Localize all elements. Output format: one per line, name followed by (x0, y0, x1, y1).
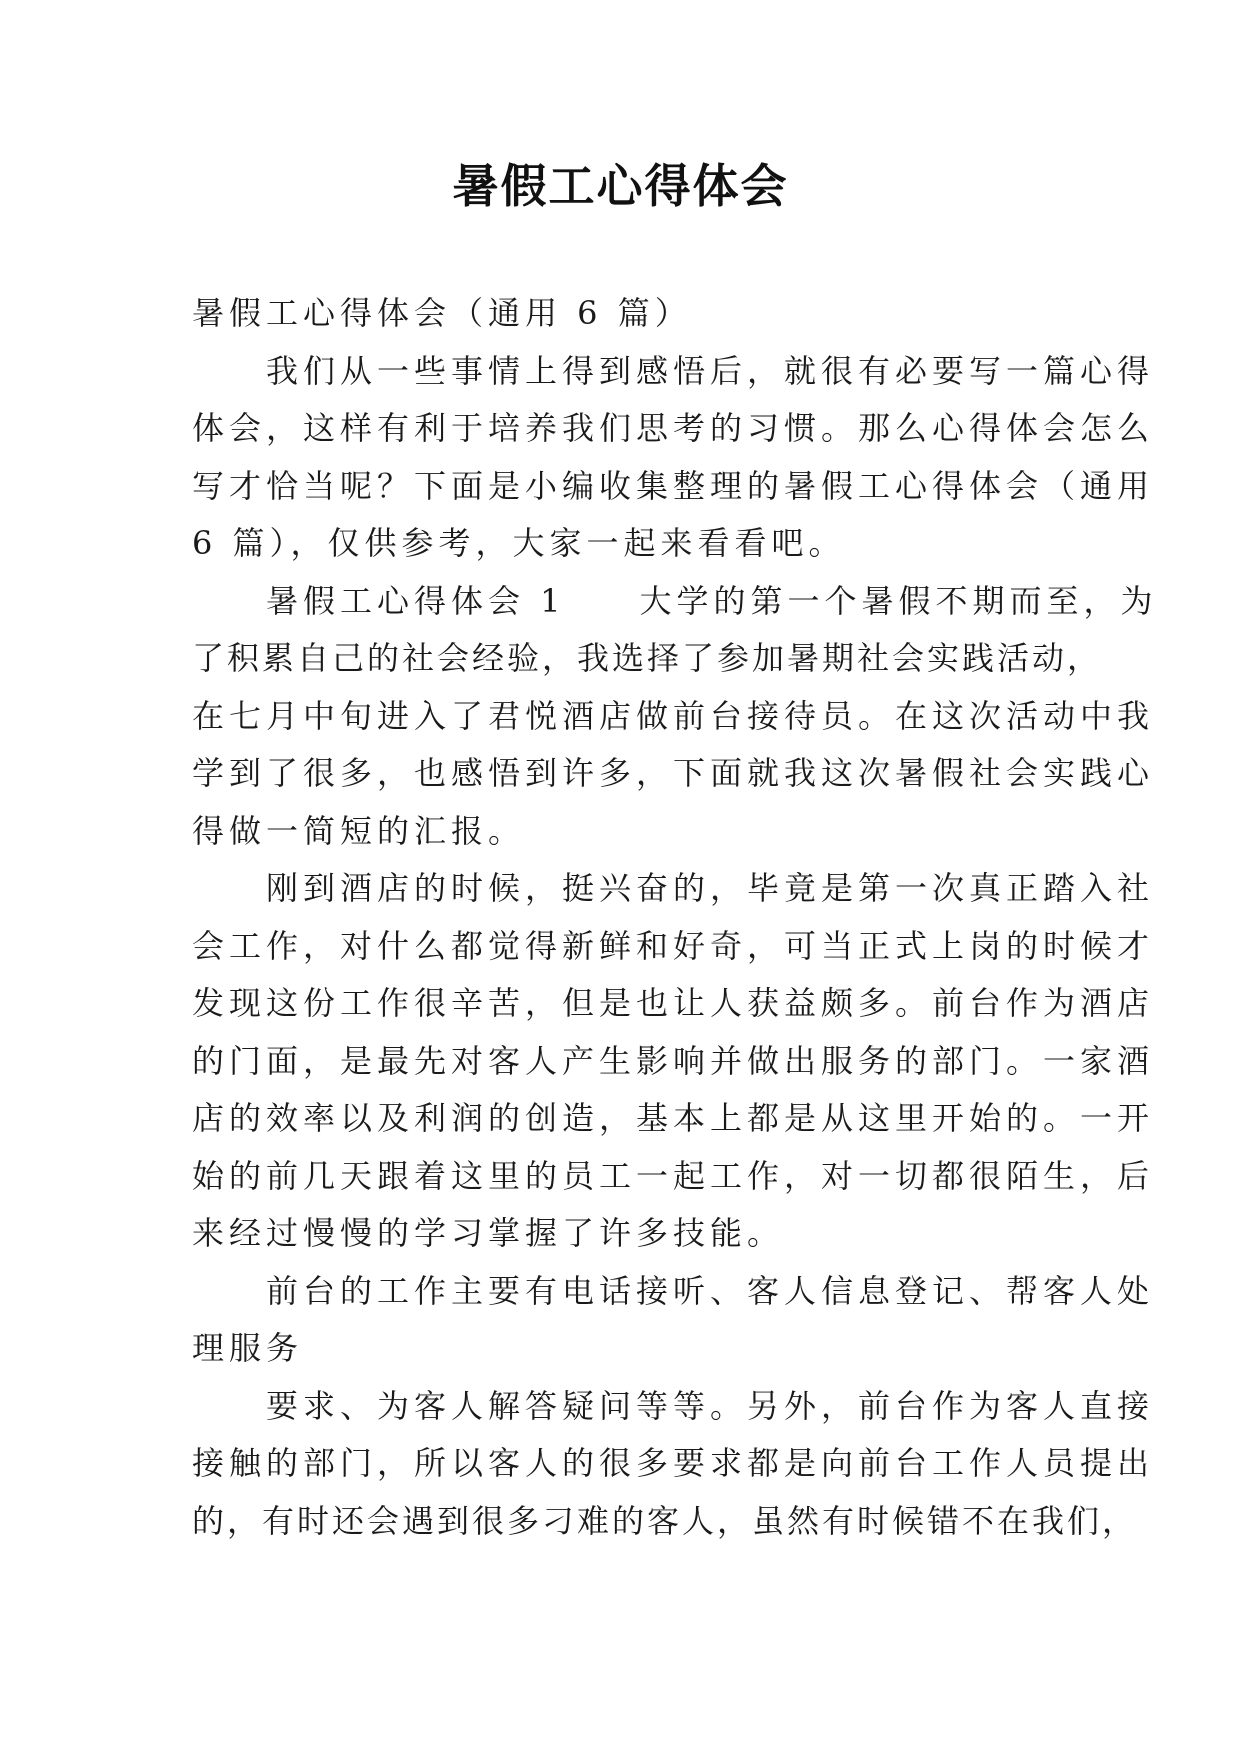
body-line: 学到了很多，也感悟到许多，下面就我这次暑假社会实践心 (192, 754, 1155, 792)
body-line: 体会，这样有利于培养我们思考的习惯。那么心得体会怎么 (192, 409, 1155, 447)
body-line: 得做一简短的汇报。 (192, 811, 526, 850)
body-line: 要求、为客人解答疑问等等。另外，前台作为客人直接 (192, 1386, 1155, 1425)
body-line: 前台的工作主要有电话接听、客人信息登记、帮客人处 (192, 1271, 1155, 1310)
body-line: 刚到酒店的时候，挺兴奋的，毕竟是第一次真正踏入社 (192, 869, 1155, 907)
body-line: 接触的部门，所以客人的很多要求都是向前台工作人员提出 (192, 1444, 1155, 1482)
body-line: 店的效率以及利润的创造，基本上都是从这里开始的。一开 (192, 1099, 1155, 1137)
body-line: 6 篇），仅供参考，大家一起来看看吧。 (192, 524, 846, 562)
body-line: 写才恰当呢？下面是小编收集整理的暑假工心得体会（通用 (192, 466, 1155, 505)
body-line: 在七月中旬进入了君悦酒店做前台接待员。在这次活动中我 (192, 696, 1155, 735)
body-line: 了积累自己的社会经验，我选择了参加暑期社会实践活动， (192, 639, 1103, 677)
body-line: 的，有时还会遇到很多刁难的客人，虽然有时候错不在我们， (192, 1501, 1138, 1540)
body-line: 会工作，对什么都觉得新鲜和好奇，可当正式上岗的时候才 (192, 926, 1155, 965)
body-line: 的门面，是最先对客人产生影响并做出服务的部门。一家酒 (192, 1041, 1155, 1080)
body-line: 理服务 (192, 1329, 304, 1367)
body-line: 暑假工心得体会 1 大学的第一个暑假不期而至，为 (192, 581, 1158, 620)
document-title: 暑假工心得体会 (452, 159, 789, 213)
body-line: 暑假工心得体会（通用 6 篇） (192, 294, 692, 332)
body-line: 发现这份工作很辛苦，但是也让人获益颇多。前台作为酒店 (192, 984, 1155, 1022)
body-line: 我们从一些事情上得到感悟后，就很有必要写一篇心得 (192, 351, 1155, 390)
body-line: 来经过慢慢的学习掌握了许多技能。 (192, 1214, 785, 1252)
body-line: 始的前几天跟着这里的员工一起工作，对一切都很陌生，后 (192, 1156, 1155, 1195)
document-body (192, 285, 1158, 1550)
